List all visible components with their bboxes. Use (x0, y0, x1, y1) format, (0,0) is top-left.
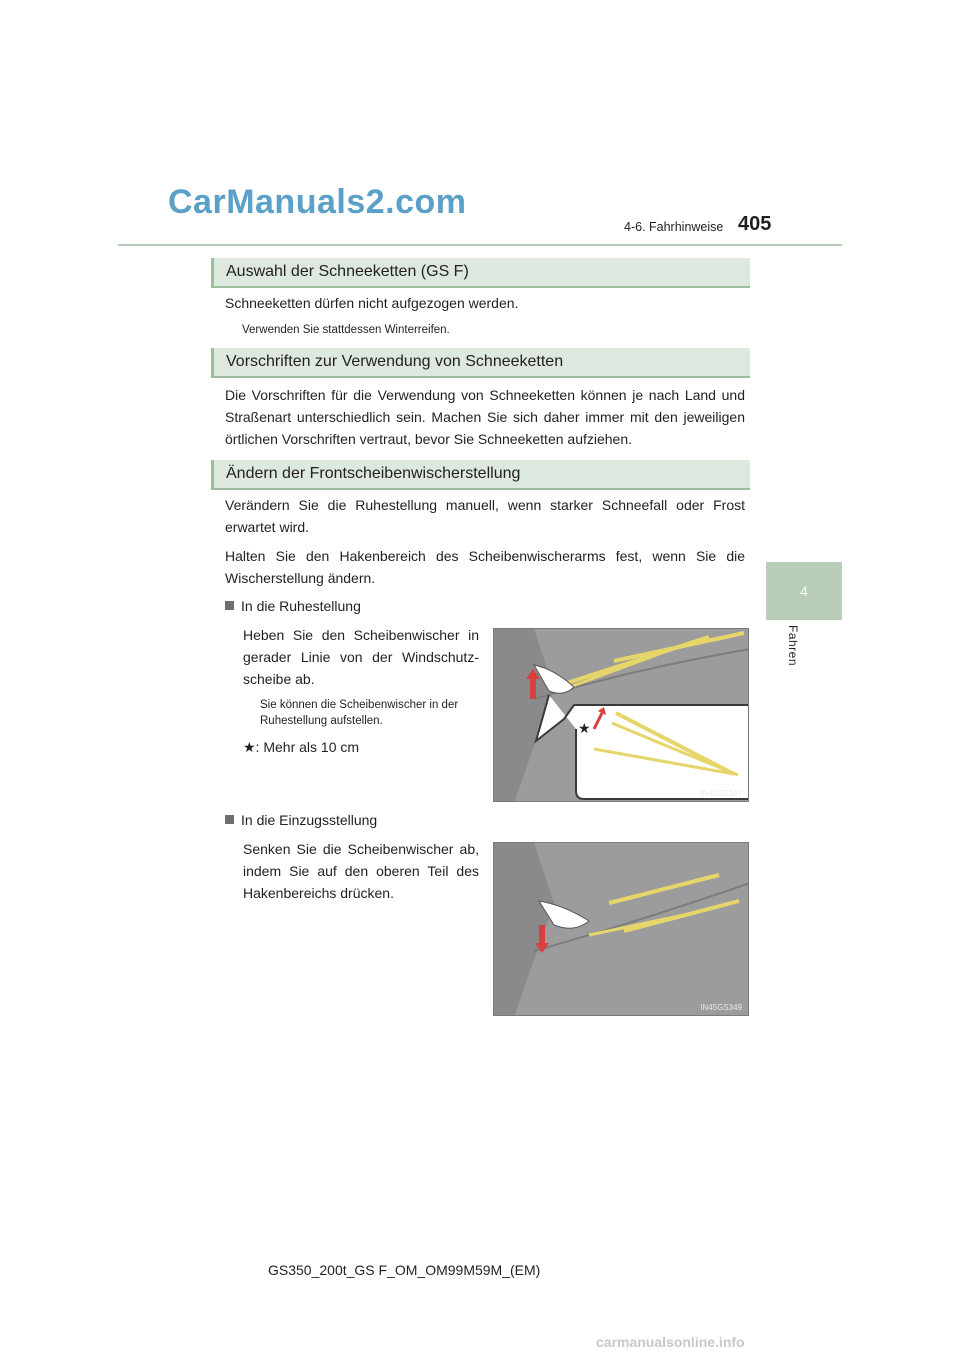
page-number: 405 (738, 213, 772, 235)
note: Verwenden Sie stattdessen Winterreifen. (242, 324, 450, 336)
section-heading-snow-chain-regulations (211, 348, 750, 378)
subheading-retracted-position (225, 812, 377, 828)
section-title: Vorschriften zur Verwendung von Schneeketten (226, 353, 564, 370)
up-arrow-icon (530, 677, 536, 699)
wiper-raised-illustration (494, 629, 749, 802)
subheading-text: In die Ruhestellung (241, 598, 361, 614)
chapter-tab-label: Fahren (786, 625, 800, 667)
figure-wiper-raised (493, 628, 749, 802)
header-divider (118, 244, 842, 246)
paragraph: Die Vorschriften für die Verwendung von Schneeketten können je nach Land und Straßenart unterschiedlich sein. Machen Sie sich daher immer mit den jeweiligen örtlichen Vorschriften vertraut, bevor Sie Schneeketten aufziehen. (225, 387, 745, 447)
section-heading-wiper-position (211, 460, 750, 490)
paragraph: Schneeketten dürfen nicht aufgezogen werden. (225, 295, 519, 311)
chapter-tab-number: 4 (800, 583, 808, 599)
section-title: Auswahl der Schneeketten (GS F) (226, 263, 469, 280)
down-arrow-icon (539, 925, 545, 945)
chapter-title: 4-6. Fahrhinweise (624, 220, 724, 234)
square-bullet-icon (225, 601, 234, 610)
watermark-logo: CarManuals2.com (168, 183, 467, 221)
star-icon: ★ (578, 721, 591, 737)
wiper-retracted-illustration (494, 843, 749, 1016)
paragraph: Heben Sie den Scheibenwischer in gerader Linie von der Windschutz-scheibe ab. (243, 627, 479, 687)
watermark-footer: carmanualsonline.info (596, 1334, 745, 1350)
subheading-text: In die Einzugsstellung (241, 812, 378, 828)
figure-code: IN45GS347 (700, 789, 742, 798)
section-heading-snow-chain-selection (211, 258, 750, 288)
paragraph: Senken Sie die Scheibenwischer ab, indem Sie auf den oberen Teil des Hakenbereichs drücken. (243, 841, 479, 901)
subheading-raised-position (225, 598, 361, 614)
paragraph: Verändern Sie die Ruhestellung manuell, wenn starker Schneefall oder Frost erwartet wird. (225, 497, 745, 535)
paragraph: Halten Sie den Hakenbereich des Scheibenwischerarms fest, wenn Sie die Wischerstellung ändern. (225, 548, 745, 586)
figure-wiper-retracted (493, 842, 749, 1016)
chapter-tab (766, 562, 842, 620)
square-bullet-icon (225, 815, 234, 824)
footer-document-code: GS350_200t_GS F_OM_OM99M59M_(EM) (268, 1262, 541, 1278)
section-title: Ändern der Frontscheibenwischerstellung (226, 465, 521, 482)
figure-code: IN45GS349 (700, 1003, 742, 1012)
note: Sie können die Scheibenwischer in der Ruhestellung aufstellen. (260, 699, 459, 727)
star-note: ★: Mehr als 10 cm (243, 739, 360, 755)
